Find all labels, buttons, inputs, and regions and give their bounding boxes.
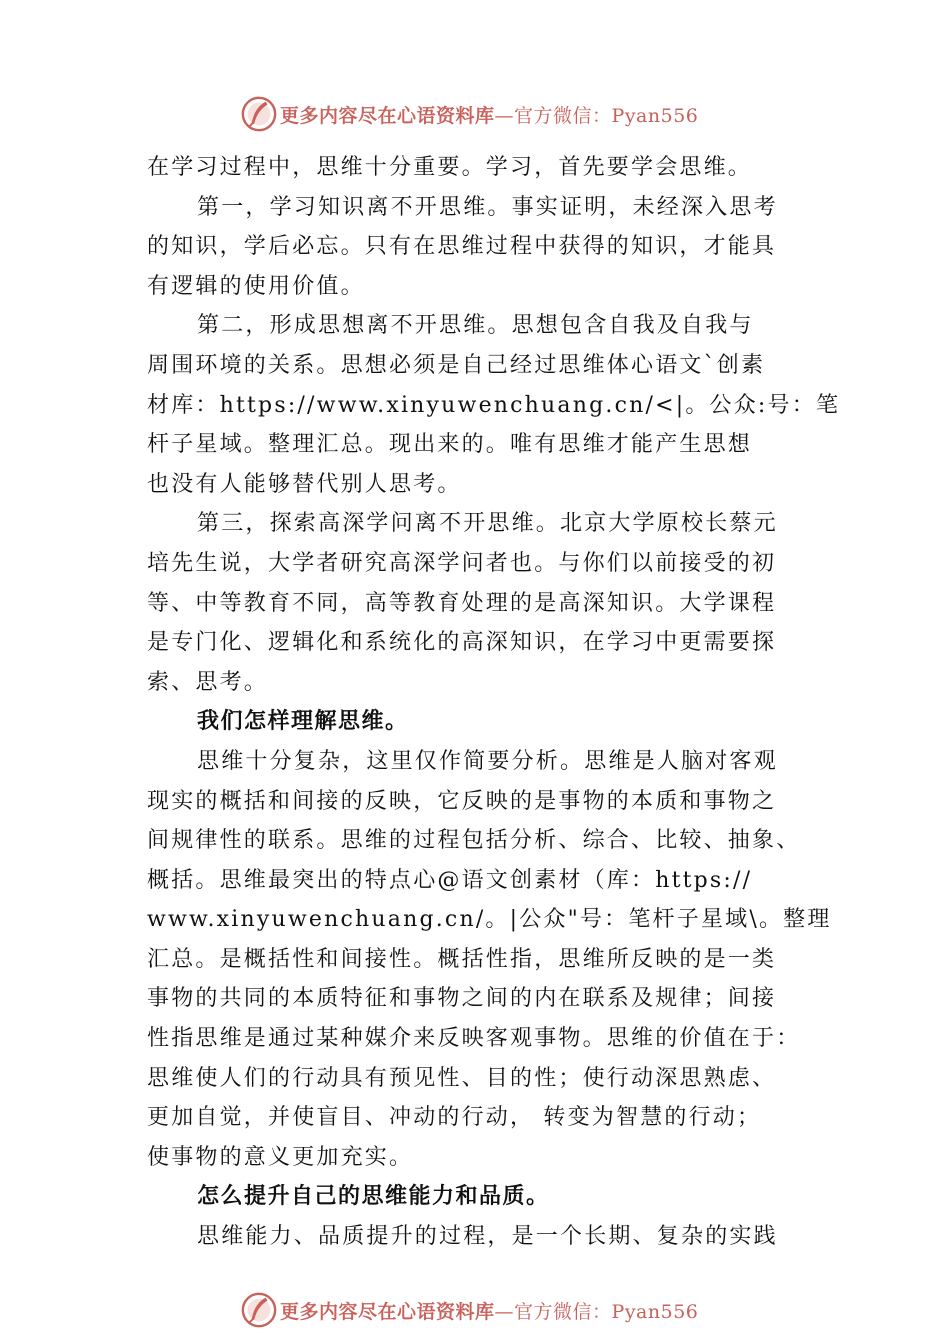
text-line: 索、思考。 (147, 669, 269, 695)
text-line: 第二，形成思想离不开思维。思想包含自我及自我与 (197, 313, 754, 339)
text-line: 汇总。是概括性和间接性。概括性指，思维所反映的是一类 (147, 946, 777, 972)
text-line: 现实的概括和间接的反映，它反映的是事物的本质和事物之 (147, 788, 777, 814)
text-line: www.xinyuwenchuang.cn/。|公众"号：笔杆子星域\。整理 (147, 907, 832, 933)
watermark-text (280, 1297, 698, 1324)
text-line: 在学习过程中，思维十分重要。学习，首先要学会思维。 (147, 155, 753, 180)
text-line: 间规律性的联系。思维的过程包括分析、综合、比较、抽象、 (147, 828, 801, 854)
watermark-brand: 更多内容尽在心语资料库 (280, 104, 495, 127)
text-line: 的知识，学后必忘。只有在思维过程中获得的知识，才能具 (147, 234, 777, 260)
text-line: 材库：https://www.xinyuwenchuang.cn/<|。公众:号：笔 (147, 392, 841, 418)
watermark-dash: —官方微信： (494, 104, 612, 127)
quill-pen-circle-icon (240, 95, 278, 133)
text-line: 更加自觉，并使盲目、冲动的行动， 转变为智慧的行动； (147, 1105, 762, 1131)
text-line: 思维十分复杂，这里仅作简要分析。思维是人脑对客观 (197, 748, 778, 774)
section-heading: 我们怎样理解思维。 (197, 709, 409, 735)
text-line: 思维使人们的行动具有预见性、目的性；使行动深思熟虑、 (147, 1065, 777, 1091)
text-line: 有逻辑的使用价值。 (147, 273, 365, 299)
text-line: 是专门化、逻辑化和系统化的高深知识，在学习中更需要探 (147, 630, 777, 656)
quill-pen-circle-icon (240, 1291, 278, 1329)
text-line: 也没有人能够替代别人思考。 (147, 471, 462, 497)
text-line: 第一，学习知识离不开思维。事实证明，未经深入思考 (197, 194, 778, 220)
text-line: 概括。思维最突出的特点心@语文创素材（库：https:// (147, 867, 753, 893)
text-line: 杆子星域。整理汇总。现出来的。唯有思维才能产生思想 (147, 432, 753, 458)
watermark-text (280, 101, 698, 128)
watermark-dash: —官方微信： (494, 1300, 612, 1323)
text-line: 培先生说，大学者研究高深学问者也。与你们以前接受的初 (147, 550, 777, 576)
watermark-id: Pyan556 (611, 1300, 699, 1323)
text-line: 使事物的意义更加充实。 (147, 1144, 414, 1170)
text-line: 第三，探索高深学问离不开思维。北京大学原校长蔡元 (197, 511, 778, 537)
footer-watermark (240, 1290, 740, 1330)
document-body (147, 148, 841, 1257)
text-line: 周围环境的关系。思想必须是自己经过思维体心语文`创素 (147, 352, 766, 378)
watermark-brand: 更多内容尽在心语资料库 (280, 1300, 495, 1323)
header-watermark (240, 94, 740, 134)
text-line: 事物的共同的本质特征和事物之间的内在联系及规律；间接 (147, 986, 777, 1012)
section-heading: 怎么提升自己的思维能力和品质。 (197, 1184, 550, 1210)
watermark-id: Pyan556 (611, 104, 699, 127)
text-line: 等、中等教育不同，高等教育处理的是高深知识。大学课程 (147, 590, 777, 616)
text-line: 思维能力、品质提升的过程，是一个长期、复杂的实践 (197, 1224, 778, 1250)
text-line: 性指思维是通过某种媒介来反映客观事物。思维的价值在于： (147, 1026, 801, 1052)
